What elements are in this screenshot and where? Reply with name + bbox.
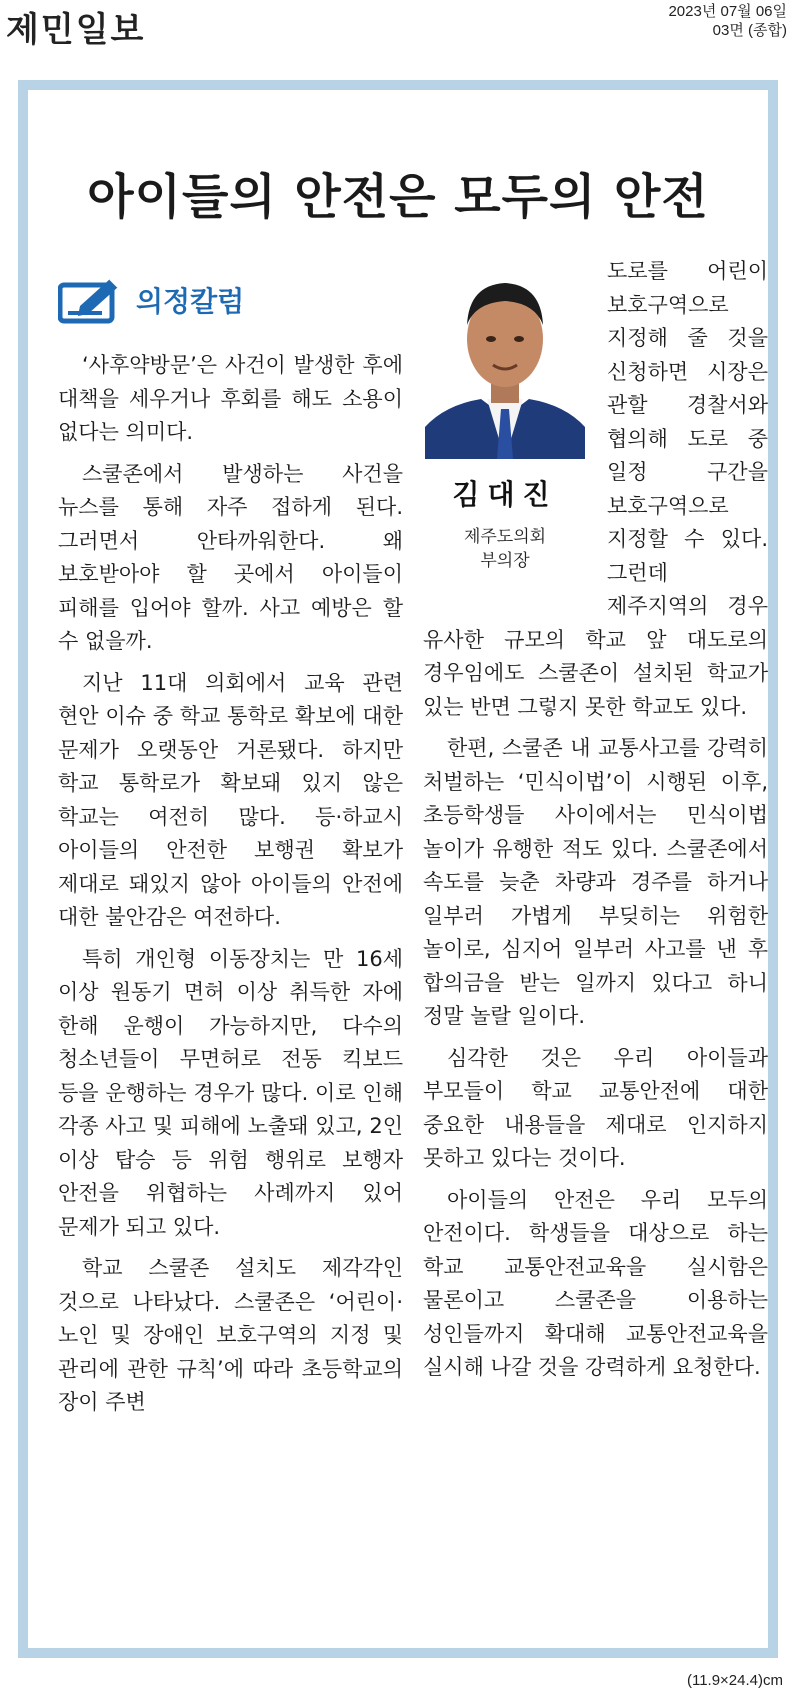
author-affiliation: 제주도의회 <box>463 527 547 547</box>
author-profile <box>419 255 591 620</box>
body-paragraph: 한편, 스쿨존 내 교통사고를 강력히 처벌하는 ‘민식이법’이 시행된 이후, 초등학생들 사이에서는 민식이법 놀이가 유행한 적도 있다. 스쿨존에서 속도를 늦춘 차량과 경주를 하거나 일부러 가볍게 부딪히는 위험한 놀이로, 심지어 일부러 사고를 낸 후 합의금을 받는 일까지 있다고 하니 정말 놀랄 일이다. <box>423 736 768 1028</box>
article-headline: 아이들의 안전은 모두의 안전 <box>87 169 709 225</box>
body-paragraph: 특히 개인형 이동장치는 만 16세 이상 원동기 면허 이상 취득한 자에 한해 운행이 가능하지만, 다수의 청소년들이 무면허로 전동 킥보드 등을 운행하는 경우가 많다. 이로 인해 각종 사고 및 피해에 노출돼 있고, 2인 이상 탑승 등 위험 행위로 보행자 안전을 위협하는 사례까지 있어 문제가 되고 있다. <box>58 946 403 1239</box>
author-portrait <box>425 259 585 459</box>
article-column-left <box>58 255 403 1428</box>
author-title <box>419 525 591 573</box>
pen-writing-icon <box>58 275 124 325</box>
publication-meta <box>668 2 787 40</box>
masthead <box>0 0 795 60</box>
article-column-right <box>423 255 768 1393</box>
publication-date: 2023년 07월 06일 <box>668 3 787 20</box>
body-paragraph: 아이들의 안전은 우리 모두의 안전이다. 학생들을 대상으로 하는 학교 교통안전교육을 실시함은 물론이고 스쿨존을 이용하는 성인들까지 확대해 교통안전교육을 실시해 나갈 것을 강력하게 요청한다. <box>423 1187 768 1379</box>
body-paragraph: 스쿨존에서 발생하는 사건을 뉴스를 통해 자주 접하게 된다. 그러면서 안타까워한다. 왜 보호받아야 할 곳에서 아이들이 피해를 입어야 할까. 사고 예방은 할 수 없을까. <box>58 461 403 653</box>
body-paragraph: 학교 스쿨존 설치도 제각각인 것으로 나타났다. 스쿨존은 ‘어린이·노인 및 장애인 보호구역의 지정 및 관리에 관한 규칙’에 따라 초등학교의 장이 주변 <box>58 1256 403 1414</box>
author-name: 김대진 <box>452 478 558 511</box>
body-paragraph: 지난 11대 의회에서 교육 관련 현안 이슈 중 학교 통학로 확보에 대한 문제가 오랫동안 거론됐다. 하지만 학교 통학로가 확보돼 있지 않은 학교는 여전히 많다. 등·하교시 아이들의 안전한 보행권 확보가 제대로 돼있지 않아 아이들의 안전에 대한 불안감은 여전하다. <box>58 670 403 929</box>
page-section: 03면 (종합) <box>712 22 787 39</box>
article-size-note: (11.9×24.4)cm <box>686 1672 783 1689</box>
newspaper-name: 제민일보 <box>6 10 146 50</box>
column-tag-label: 의정칼럼 <box>136 285 245 318</box>
column-tag <box>58 265 403 335</box>
body-paragraph: 도로를 어린이 보호구역으로 지정해 줄 것을 신청하면 시장은 관할 경찰서와 협의해 도로 중 일정 구간을 보호구역으로 지정할 수 있다. 그런데 제주지역의 경우 유사한 규모의 학교 앞 대도로의 경우임에도 스쿨존이 설치된 학교가 있는 반면 그렇지 못한 학교도 있다. <box>423 259 768 719</box>
article-frame <box>18 80 778 1658</box>
author-position: 부의장 <box>480 551 530 571</box>
body-paragraph: ‘사후약방문’은 사건이 발생한 후에 대책을 세우거나 후회를 해도 소용이 없다는 의미다. <box>58 353 403 444</box>
body-paragraph: 심각한 것은 우리 아이들과 부모들이 학교 교통안전에 대한 중요한 내용들을 제대로 인지하지 못하고 있다는 것이다. <box>423 1045 768 1170</box>
